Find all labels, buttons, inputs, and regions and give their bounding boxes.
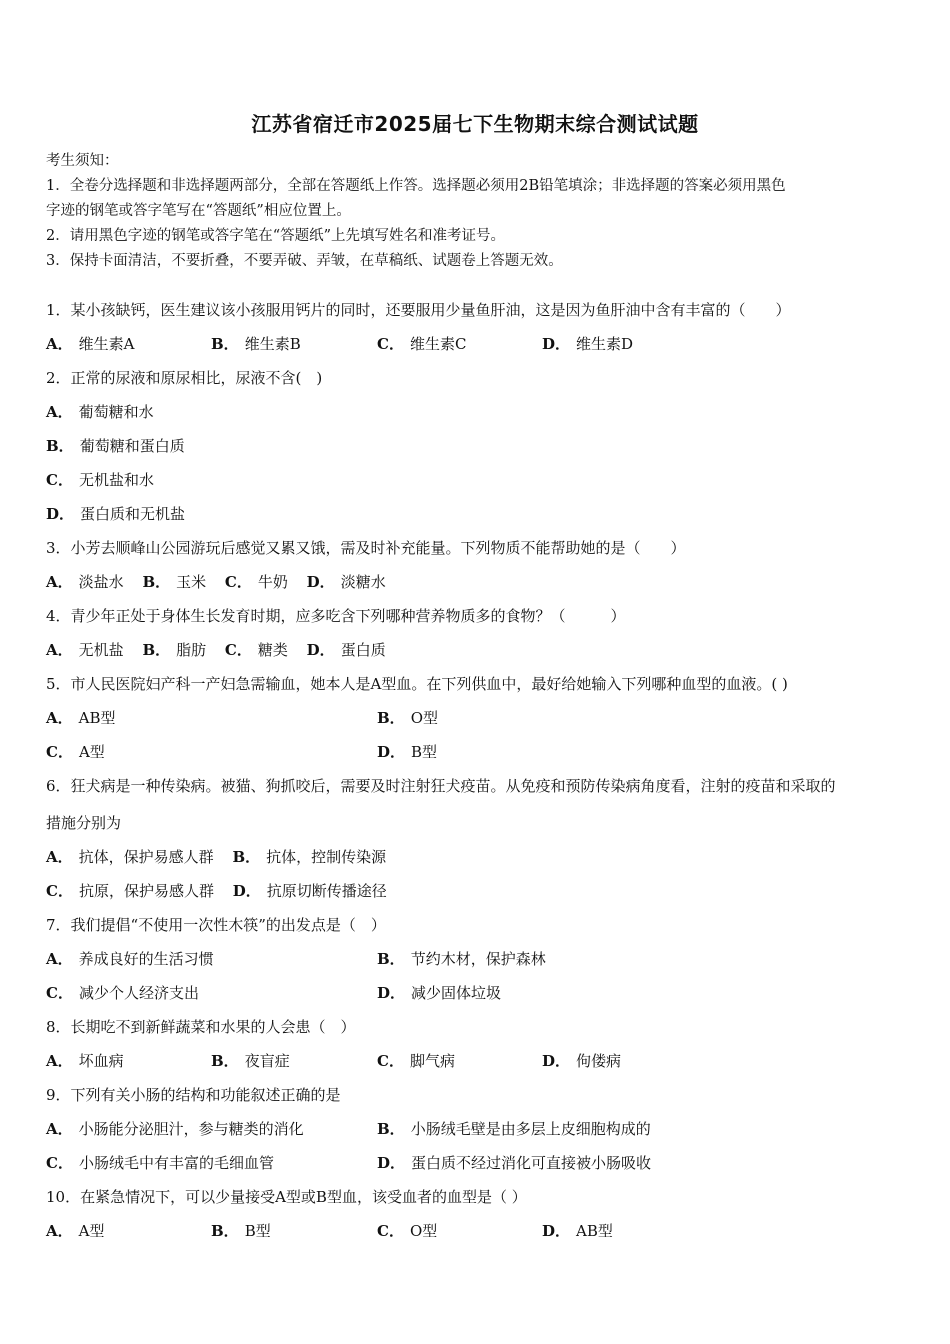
question-9-stem: 9．下列有关小肠的结构和功能叙述正确的是 [46,1086,341,1104]
option-text: B型 [244,1222,271,1240]
option-text: 佝偻病 [576,1052,622,1070]
option-text: 小肠绒毛壁是由多层上皮细胞构成的 [410,1120,651,1138]
q5-option-c [46,742,105,762]
q10-option-d [542,1221,613,1241]
option-letter: A． [46,1120,73,1138]
option-text: 抗体，控制传染源 [266,848,387,866]
option-letter: C． [46,471,73,489]
question-4-stem: 4．青少年正处于身体生长发育时期，应多吃含下列哪种营养物质多的食物？（ ） [46,607,626,625]
q2-option-d [46,504,185,524]
question-8-stem: 8．长期吃不到新鲜蔬菜和水果的人会患（ ） [46,1018,356,1036]
q6-options-ab [46,847,400,867]
q4-option-c [225,641,288,659]
option-letter: A． [46,848,73,866]
q4-option-a [46,641,124,659]
q1-option-a [46,334,134,354]
option-letter: C． [46,743,73,761]
question-6-stem-1: 6．狂犬病是一种传染病。被猫、狗抓咬后，需要及时注射狂犬疫苗。从免疫和预防传染病角度看，注射的疫苗和采取的 [46,777,836,795]
q4-options [46,640,400,660]
q2-option-b [46,436,185,456]
option-letter: D． [377,1154,406,1172]
option-text: 葡萄糖和水 [78,403,154,421]
option-letter: A． [46,403,73,421]
option-letter: D． [306,641,335,659]
q3-option-a [46,573,124,591]
option-letter: B． [377,1120,405,1138]
option-text: 玉米 [176,573,207,591]
q1-option-c [377,334,466,354]
q9-option-b [377,1119,651,1139]
question-2-stem: 2．正常的尿液和原尿相比，尿液不含( ) [46,369,323,387]
option-letter: C． [224,641,252,659]
option-letter: D． [232,882,261,900]
q10-option-a [46,1221,104,1241]
option-text: O型 [410,709,438,727]
q5-option-a [46,708,116,728]
note-1b: 字迹的钢笔或答字笔写在“答题纸”相应位置上。 [46,203,351,219]
option-text: 夜盲症 [244,1052,290,1070]
q6-option-a [46,848,214,866]
option-text: 维生素B [244,335,301,353]
option-letter: A． [46,1052,73,1070]
question-5-stem: 5．市人民医院妇产科一产妇急需输血，她本人是A型血。在下列供血中，最好给她输入下列哪种血型的血液。( ) [46,675,788,693]
q8-option-a [46,1051,124,1071]
q2-option-a [46,402,154,422]
option-letter: A． [46,950,73,968]
q7-option-a [46,949,214,969]
q6-option-b [232,848,386,866]
option-letter: A． [46,709,73,727]
option-letter: A． [46,1222,73,1240]
option-letter: B． [211,1052,239,1070]
option-text: 牛奶 [257,573,288,591]
option-letter: C． [46,1154,73,1172]
option-text: A型 [78,743,105,761]
option-letter: A． [46,641,73,659]
q6-option-d [233,882,387,900]
question-6-stem-2: 措施分别为 [46,814,122,832]
option-text: O型 [409,1222,438,1240]
option-text: 坏血病 [78,1052,124,1070]
q9-option-c [46,1153,274,1173]
option-letter: D． [542,335,571,353]
q4-option-d [307,641,386,659]
option-letter: B． [211,335,239,353]
note-2: 2．请用黑色字迹的钢笔或答字笔在“答题纸”上先填写姓名和准考证号。 [46,228,506,244]
note-1a: 1．全卷分选择题和非选择题两部分，全部在答题纸上作答。选择题必须用2B铅笔填涂；非选择题的答案必须用黑色 [46,178,786,194]
option-text: 维生素A [78,335,135,353]
option-text: AB型 [78,709,116,727]
option-text: AB型 [576,1222,613,1240]
q4-option-b [142,641,206,659]
q10-option-c [377,1221,437,1241]
option-text: 抗原切断传播途径 [266,882,387,900]
page-title: 江苏省宿迁市2025届七下生物期末综合测试试题 [251,112,699,136]
option-letter: B． [377,950,405,968]
q1-option-b [211,334,301,354]
option-text: 减少固体垃圾 [411,984,502,1002]
option-letter: D． [46,505,75,523]
q1-option-d [542,334,633,354]
option-letter: D． [377,984,406,1002]
q8-option-c [377,1051,455,1071]
option-letter: B． [211,1222,239,1240]
option-letter: B． [232,848,261,866]
option-letter: B． [142,573,171,591]
option-text: 淡盐水 [78,573,124,591]
option-text: 蛋白质和无机盐 [80,505,186,523]
q5-option-d [377,742,437,762]
notes-heading: 考生须知： [46,153,119,169]
question-1-stem: 1．某小孩缺钙，医生建议该小孩服用钙片的同时，还要服用少量鱼肝油，这是因为鱼肝油中含有丰富的（ ） [46,301,791,319]
option-letter: C． [377,1052,404,1070]
option-text: B型 [411,743,438,761]
question-10-stem: 10．在紧急情况下，可以少量接受A型或B型血，该受血者的血型是（ ） [46,1188,527,1206]
q2-option-c [46,470,154,490]
option-letter: D． [542,1052,571,1070]
option-text: 无机盐和水 [78,471,154,489]
option-text: 小肠绒毛中有丰富的毛细血管 [78,1154,274,1172]
option-letter: D． [377,743,406,761]
q9-option-d [377,1153,651,1173]
q7-option-d [377,983,501,1003]
option-text: 葡萄糖和蛋白质 [79,437,185,455]
q7-option-c [46,983,199,1003]
option-text: A型 [78,1222,105,1240]
option-letter: B． [377,709,405,727]
q7-option-b [377,949,546,969]
option-text: 无机盐 [78,641,124,659]
option-text: 维生素D [576,335,634,353]
option-letter: B． [46,437,74,455]
q3-option-c [225,573,288,591]
q6-options-cd [46,881,401,901]
option-letter: C． [377,335,404,353]
option-letter: D． [542,1222,571,1240]
option-text: 养成良好的生活习惯 [78,950,214,968]
option-text: 蛋白质不经过消化可直接被小肠吸收 [411,1154,652,1172]
q3-option-d [307,573,386,591]
option-text: 蛋白质 [340,641,386,659]
option-letter: C． [46,984,73,1002]
option-letter: C． [377,1222,404,1240]
note-3: 3．保持卡面清洁，不要折叠，不要弄破、弄皱，在草稿纸、试题卷上答题无效。 [46,253,563,269]
q5-option-b [377,708,438,728]
option-text: 抗原，保护易感人群 [78,882,214,900]
q8-option-d [542,1051,621,1071]
option-letter: C． [46,882,73,900]
option-text: 糖类 [257,641,288,659]
q10-option-b [211,1221,271,1241]
q9-option-a [46,1119,304,1139]
option-letter: A． [46,335,73,353]
option-letter: C． [224,573,252,591]
question-3-stem: 3．小芳去顺峰山公园游玩后感觉又累又饿，需及时补充能量。下列物质不能帮助她的是（ ） [46,539,686,557]
q8-option-b [211,1051,290,1071]
option-text: 淡糖水 [340,573,386,591]
option-text: 脂肪 [176,641,207,659]
option-text: 维生素C [409,335,467,353]
option-letter: A． [46,573,73,591]
option-letter: D． [306,573,335,591]
q3-options [46,572,400,592]
option-text: 减少个人经济支出 [78,984,199,1002]
option-text: 节约木材，保护森林 [410,950,546,968]
question-7-stem: 7．我们提倡“不使用一次性木筷”的出发点是（ ） [46,916,386,934]
q6-option-c [46,882,214,900]
option-text: 脚气病 [409,1052,455,1070]
option-text: 小肠能分泌胆汁，参与糖类的消化 [78,1120,304,1138]
q3-option-b [142,573,206,591]
option-text: 抗体，保护易感人群 [78,848,214,866]
option-letter: B． [142,641,171,659]
